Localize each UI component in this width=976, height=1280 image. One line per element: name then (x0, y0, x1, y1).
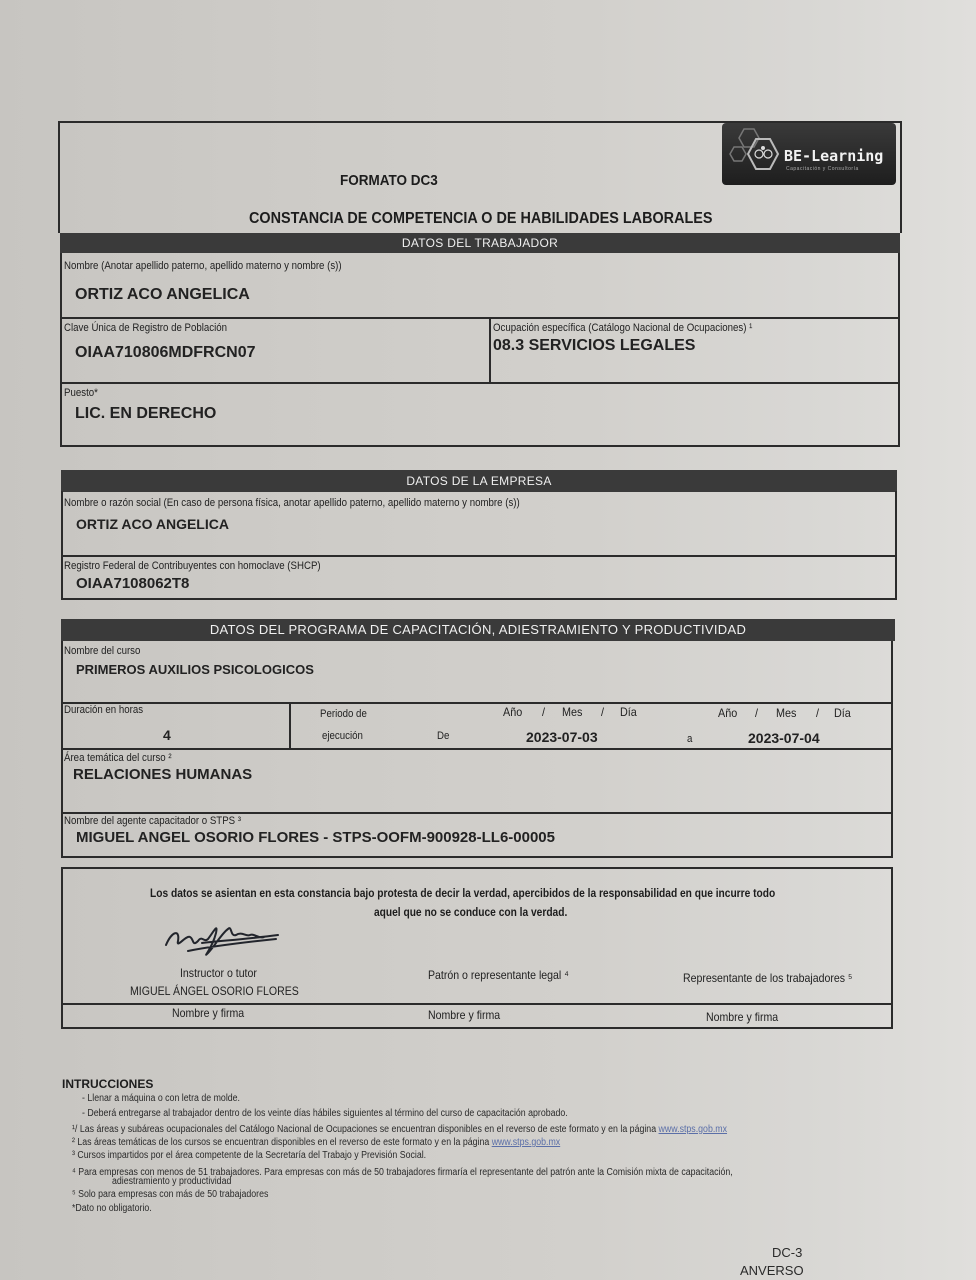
puesto-label: Puesto* (64, 387, 98, 399)
razon-social-value: ORTIZ ACO ANGELICA (76, 516, 229, 532)
month-header: Mes (776, 706, 797, 720)
duracion-label: Duración en horas (64, 704, 144, 716)
curp-label: Clave Única de Registro de Población (64, 322, 228, 334)
agente-value: MIGUEL ANGEL OSORIO FLORES - STPS-OOFM-900928-LL6-00005 (76, 829, 555, 846)
instructor-name: MIGUEL ÁNGEL OSORIO FLORES (130, 984, 299, 998)
year-header: Año (718, 706, 738, 720)
rfc-label: Registro Federal de Contribuyentes con homoclave (SHCP) (64, 560, 321, 572)
logo-name: BE-Learning (784, 147, 884, 165)
rfc-value: OIAA7108062T8 (76, 575, 190, 592)
divider (60, 317, 900, 319)
instruccion-item: ⁴ Para empresas con menos de 51 trabajadores. Para empresas con más de 50 trabajadores firmaría el representante del patrón ante la Comisión mixta de capacitación, (72, 1167, 733, 1178)
instruccion-item (72, 1137, 560, 1148)
footer-code: DC-3 (772, 1245, 803, 1260)
logo-tagline: Capacitación y Consultoría (786, 166, 859, 172)
razon-social-label: Nombre o razón social (En caso de persona física, anotar apellido paterno, apellido materno y nombre (s)) (64, 497, 520, 509)
divider (61, 702, 893, 704)
section-header-trabajador: DATOS DEL TRABAJADOR (60, 233, 900, 253)
divider (61, 555, 897, 557)
separator: / (816, 706, 820, 720)
document-title: CONSTANCIA DE COMPETENCIA O DE HABILIDADES LABORALES (249, 210, 713, 227)
firma-instructor: Nombre y firma (172, 1006, 245, 1020)
month-header: Mes (562, 705, 583, 719)
declaracion-text: Los datos se asientan en esta constancia bajo protesta de decir la verdad, apercibidos de la responsabilidad en que incurre todo (150, 886, 776, 900)
instructor-label: Instructor o tutor (180, 966, 257, 980)
company-logo (722, 123, 896, 185)
representante-label: Representante de los trabajadores ⁵ (683, 971, 853, 985)
divider (289, 702, 291, 748)
stps-link[interactable]: www.stps.gob.mx (658, 1124, 728, 1135)
day-header: Día (834, 706, 851, 720)
divider (61, 1003, 893, 1005)
nombre-label: Nombre (Anotar apellido paterno, apellido materno y nombre (s)) (64, 260, 342, 272)
curp-value: OIAA710806MDFRCN07 (75, 344, 256, 361)
section-header-empresa: DATOS DE LA EMPRESA (61, 470, 897, 492)
instruccion-item: ³ Cursos impartidos por el área competente de la Secretaría del Trabajo y Previsión Social. (72, 1150, 427, 1161)
periodo-label: Periodo de (320, 708, 367, 720)
instruccion-item: - Llenar a máquina o con letra de molde. (82, 1093, 241, 1104)
nombre-value: ORTIZ ACO ANGELICA (75, 286, 250, 303)
instruccion-text: ¹/ Las áreas y subáreas ocupacionales del Catálogo Nacional de Ocupaciones se encuentran disponibles en el reverso de este formato y en la página (72, 1124, 657, 1135)
a-label: a (687, 733, 693, 745)
instructor-signature (158, 913, 288, 963)
instruccion-item (72, 1124, 727, 1135)
ocupacion-value: 08.3 SERVICIOS LEGALES (493, 337, 696, 354)
agente-label: Nombre del agente capacitador o STPS ³ (64, 815, 242, 827)
form-code: FORMATO DC3 (340, 172, 438, 189)
divider (61, 748, 893, 750)
instruccion-item: ⁵ Solo para empresas con más de 50 trabajadores (72, 1189, 269, 1200)
ocupacion-label: Ocupación específica (Catálogo Nacional de Ocupaciones) ¹ (493, 322, 753, 334)
divider (61, 812, 893, 814)
firma-representante: Nombre y firma (706, 1010, 779, 1024)
area-tematica-value: RELACIONES HUMANAS (73, 766, 253, 783)
patron-label: Patrón o representante legal ⁴ (428, 968, 569, 982)
area-tematica-label: Área temática del curso ² (64, 752, 172, 764)
separator: / (542, 705, 546, 719)
separator: / (755, 706, 759, 720)
bee-hexagon-icon (726, 125, 786, 185)
section-header-programa: DATOS DEL PROGRAMA DE CAPACITACIÓN, ADIESTRAMIENTO Y PRODUCTIVIDAD (61, 619, 895, 641)
curso-label: Nombre del curso (64, 645, 141, 657)
instruccion-item: *Dato no obligatorio. (72, 1203, 152, 1214)
fecha-inicio: 2023-07-03 (526, 729, 598, 745)
fecha-fin: 2023-07-04 (748, 730, 820, 746)
declaracion-text-2: aquel que no se conduce con la verdad. (374, 905, 568, 919)
day-header: Día (620, 705, 637, 719)
divider (60, 382, 900, 384)
firma-patron: Nombre y firma (428, 1008, 501, 1022)
periodo-label-2: ejecución (322, 730, 363, 742)
instruccion-text: ² Las áreas temáticas de los cursos se encuentran disponibles en el reverso de este formato y en la página (72, 1137, 490, 1148)
curso-value: PRIMEROS AUXILIOS PSICOLOGICOS (76, 662, 314, 677)
divider (489, 317, 491, 383)
instruccion-item: - Deberá entregarse al trabajador dentro de los veinte días hábiles siguientes al término del curso de capacitación aprobado. (82, 1108, 568, 1119)
year-header: Año (503, 705, 523, 719)
instruccion-item: adiestramiento y productividad (112, 1176, 232, 1187)
stps-link[interactable]: www.stps.gob.mx (491, 1137, 561, 1148)
puesto-value: LIC. EN DERECHO (75, 405, 217, 422)
de-label: De (437, 730, 450, 742)
duracion-value: 4 (163, 727, 171, 743)
separator: / (601, 705, 605, 719)
instrucciones-title: INTRUCCIONES (62, 1077, 154, 1091)
footer-side: ANVERSO (740, 1263, 804, 1278)
